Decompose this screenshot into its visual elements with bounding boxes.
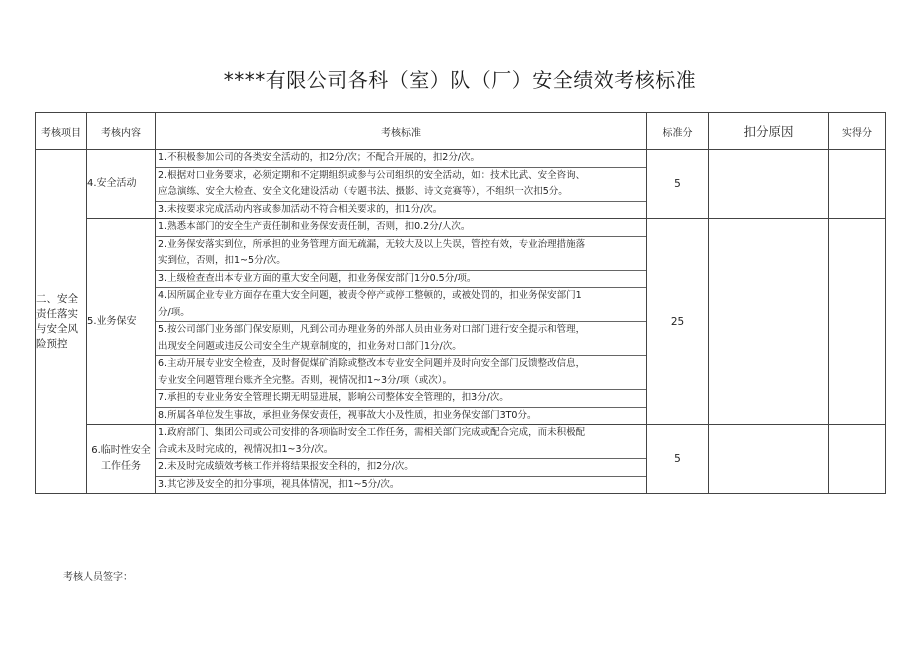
section-name: 5.业务保安 [87,219,156,425]
project-name: 二、安全责任落实与安全风险预控 [36,150,87,494]
criteria-line: 4.因所属企业专业方面存在重大安全问题，被责令停产或停工整顿的，或被处罚的，扣业务保安部门1 [158,290,582,301]
criteria-item [156,271,646,289]
section-row [36,150,886,219]
section-row [36,219,886,425]
header-deduction-reason: 扣分原因 [709,113,829,150]
standard-score: 5 [647,150,709,219]
criteria-line: 3.其它涉及安全的扣分事项，视具体情况，扣1~5分/次。 [158,478,400,490]
criteria-line: 1.不积极参加公司的各类安全活动的，扣2分/次；不配合开展的，扣2分/次。 [158,152,481,163]
deduction-reason-cell[interactable] [709,219,829,425]
criteria-line: 3.上级检查查出本专业方面的重大安全问题，扣业务保安部门1分0.5分/项。 [158,272,477,284]
criteria-item [156,356,646,390]
criteria-line: 1.政府部门、集团公司或公司安排的各项临时安全工作任务，需相关部门完成或配合完成，而未积极配 [158,427,586,438]
signature-label: 考核人员签字： [63,572,133,583]
criteria-cell [156,219,647,425]
deduction-reason-cell[interactable] [709,425,829,494]
criteria-item [156,390,646,408]
criteria-item [156,202,646,219]
criteria-item [156,459,646,477]
criteria-cell [156,150,647,219]
criteria-line: 5.按公司部门业务部门保安原则，凡到公司办理业务的外部人员由业务对口部门进行安全提示和管理， [158,324,586,335]
header-content: 考核内容 [87,113,156,150]
criteria-item [156,168,646,202]
header-actual-score: 实得分 [829,113,886,150]
section-row [36,425,886,494]
criteria-line: 6.主动开展专业安全检查，及时督促煤矿消除或整改本专业安全问题并及时向安全部门反馈整改信息， [158,358,586,369]
criteria-line: 2.业务保安落实到位，所承担的业务管理方面无疏漏，无较大及以上失误，管控有效，专业治理措施落 [158,238,586,250]
assessment-table [35,112,886,494]
header-row [36,113,886,150]
criteria-line: 7.承担的专业业务安全管理长期无明显进展，影响公司整体安全管理的，扣3分/次。 [158,392,509,403]
page-title: ****有限公司各科（室）队（厂）安全绩效考核标准 [223,68,697,92]
criteria-line: 分/项。 [158,306,190,318]
criteria-item [156,477,646,494]
criteria-line: 8.所属各单位发生事故，承担业务保安责任，视事故大小及性质，扣业务保安部门3T0分。 [158,409,537,421]
criteria-line: 应急演练、安全大检查、安全文化建设活动（专题书法、摄影、诗文竞赛等），不组织一次扣5分。 [158,186,568,197]
criteria-item [156,288,646,322]
criteria-line: 实到位，否则，扣1~5分/次。 [158,255,286,266]
criteria-item [156,219,646,237]
standard-score: 5 [647,425,709,494]
criteria-line: 3.未按要求完成活动内容或参加活动不符合相关要求的，扣1分/次。 [158,203,443,215]
standard-score: 25 [647,219,709,425]
actual-score-cell[interactable] [829,425,886,494]
header-standard-score: 标准分 [647,113,709,150]
criteria-line: 2.未及时完成绩效考核工作并将结果报安全科的，扣2分/次。 [158,461,414,472]
actual-score-cell[interactable] [829,219,886,425]
criteria-line: 专业安全问题管理台账齐全完整。否则，视情况扣1~3分/项（或次）。 [158,374,452,386]
section-name: 4.安全活动 [87,150,156,219]
criteria-cell [156,425,647,494]
criteria-item [156,150,646,168]
criteria-item [156,237,646,271]
deduction-reason-cell[interactable] [709,150,829,219]
header-project: 考核项目 [36,113,87,150]
actual-score-cell[interactable] [829,150,886,219]
criteria-item [156,322,646,356]
criteria-line: 出现安全问题或违反公司安全生产规章制度的，扣业务对口部门1分/次。 [158,340,462,352]
header-criteria: 考核标准 [156,113,647,150]
criteria-item [156,408,646,425]
section-name: 6.临时性安全工作任务 [87,425,156,494]
criteria-line: 合或未及时完成的，视情况扣1~3分/次。 [158,443,334,455]
criteria-line: 1.熟悉本部门的安全生产责任制和业务保安责任制，否则，扣0.2分/人次。 [158,221,471,232]
criteria-item [156,425,646,459]
criteria-line: 2.根据对口业务要求，必须定期和不定期组织或参与公司组织的安全活动，如：技术比武、安全咨询、 [158,169,586,181]
